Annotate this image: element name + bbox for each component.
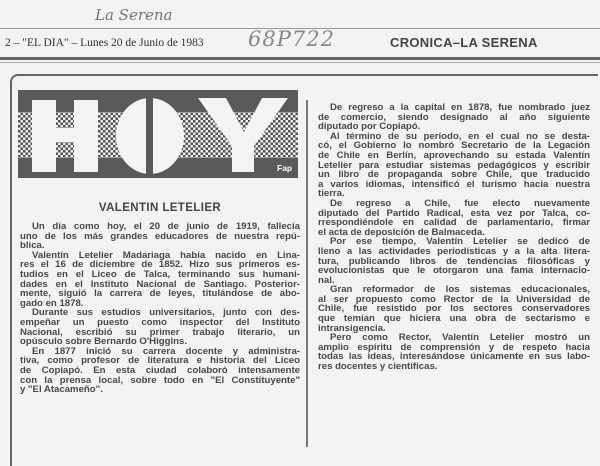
section-title: CRONICA–LA SERENA [390, 35, 538, 50]
text-line: de Chile en Berlín, aprovechando su estada Valentín [318, 149, 590, 161]
text-line: En 1877 inició su carrera docente y administra- [32, 345, 300, 357]
newspaper-dateline: 2 – "EL DIA" – Lunes 20 de Junio de 1983 [5, 37, 204, 49]
logo-credit: Fap [277, 163, 293, 173]
text-line: De regreso a la capital en 1878, fue nombrado juez [330, 102, 590, 113]
header-thick-rule [0, 57, 600, 60]
article-paragraph [318, 101, 590, 133]
text-line: opúsculo sobre Bernardo O'Higgins. [20, 336, 187, 348]
text-line: de Copiapó. En esta ciudad colaboró intensamente [20, 364, 300, 376]
text-line: nal. [318, 274, 335, 286]
text-line: lleno a las actividades periodísticas y a la alta litera- [318, 245, 590, 257]
text-line: có, el Gobierno lo nombró Secretario de la Legación [318, 140, 590, 152]
article-title: VALENTIN LETELIER [98, 202, 222, 214]
text-line: Un día como hoy, el 20 de junio de 1919, fallecía [32, 221, 300, 232]
text-line: Por ese tiempo, Valentín Letelier se dedicó de [330, 236, 590, 248]
text-line: dades en el Instituto Nacional de Santiago. Posterior- [20, 278, 300, 290]
text-line: diputado por Copiapó. [318, 121, 421, 133]
article-paragraph [318, 197, 590, 238]
text-line: intransigencia. [318, 322, 386, 334]
article-left-column [20, 221, 300, 394]
text-line: gado en 1878. [20, 297, 84, 309]
text-line: Chile, fue resistido por los sectores conservadores [318, 303, 590, 315]
text-line: tierra. [318, 188, 345, 200]
text-line: a varios idiomas, intensificó el turismo hacia nuestra [318, 178, 590, 190]
text-line: mente, siguió la carrera de leyes, titulándose de abo- [20, 288, 300, 300]
article-paragraph [318, 130, 590, 200]
text-line: el acta de deposición de Balmaceda. [318, 226, 485, 238]
text-line: tudios en el Liceo de Talca, terminando sus humani- [20, 268, 300, 280]
article-right-column [318, 101, 590, 373]
handwritten-location-note: La Serena [95, 6, 173, 24]
text-line: De regreso a Chile, fue electo nuevamente [330, 197, 590, 209]
article-paragraph [20, 307, 300, 348]
text-line: tura, publicando libros de tendencias filosóficas y [318, 255, 590, 267]
text-line: Valentín Letelier Madariaga había nacido en Lina- [32, 249, 300, 261]
text-line: un libro de propaganda sobre Chile, que traducido [318, 169, 590, 181]
text-line: amplio espíritu de comprensión y de respeto hacia [318, 341, 590, 353]
text-line: evolucionistas que le otorgaron una fama internacio- [318, 265, 590, 277]
text-line: diputado del Partido Radical, esta vez por Talca, co- [318, 207, 590, 219]
text-line: Gran reformador de los sistemas educacionales, [330, 284, 590, 296]
text-line: con la prensa local, sobre todo en "El Constituyente" [20, 374, 300, 386]
article-paragraph [20, 346, 300, 394]
text-line: empeñar un puesto como inspector del Instituto [20, 316, 300, 328]
text-line: Al término de su período, en el cual no se desta- [330, 130, 590, 142]
handwritten-catalog-code: 68P722 [248, 27, 335, 51]
text-line: tiva, como profesor de literatura e historia del Liceo [20, 355, 300, 367]
text-line: blica. [20, 240, 45, 252]
article-paragraph [318, 235, 590, 286]
text-line: Nacional, escribió su primer trabajo literario, un [20, 326, 300, 338]
text-line: Letelier para estudiar sistemas pedagógicos y escribir [318, 159, 590, 171]
article-paragraph [318, 331, 590, 373]
article-paragraph [318, 283, 590, 334]
text-line: Durante sus estudios universitarios, junto con des- [32, 307, 300, 319]
text-line: res el 16 de diciembre de 1852. Hizo sus primeros es- [20, 259, 300, 271]
hoy-logo-banner [18, 90, 298, 178]
text-line: todas las ideas, interesándose únicamente en sus labo- [318, 351, 590, 363]
article-paragraph [20, 221, 300, 250]
text-line: al ser propuesto como Rector de la Universidad de [318, 293, 590, 305]
text-line: uno de los más grandes educadores de nuestra repú- [20, 230, 300, 242]
text-line: rrespondiéndole en calidad de parlamentario, firmar [318, 217, 590, 229]
text-line: Pero como Rector, Valentín Letelier mostró un [330, 332, 590, 344]
text-line: res docentes y científicas. [318, 361, 438, 373]
text-line: de comercio, siendo designado al año siguiente [318, 111, 590, 123]
article-paragraph [20, 250, 300, 308]
column-divider [306, 100, 308, 447]
header-thin-rule [0, 62, 600, 63]
text-line: que temían que hiciera una obra de sectarismo e [318, 313, 590, 325]
text-line: y "El Atacameño". [20, 384, 103, 396]
